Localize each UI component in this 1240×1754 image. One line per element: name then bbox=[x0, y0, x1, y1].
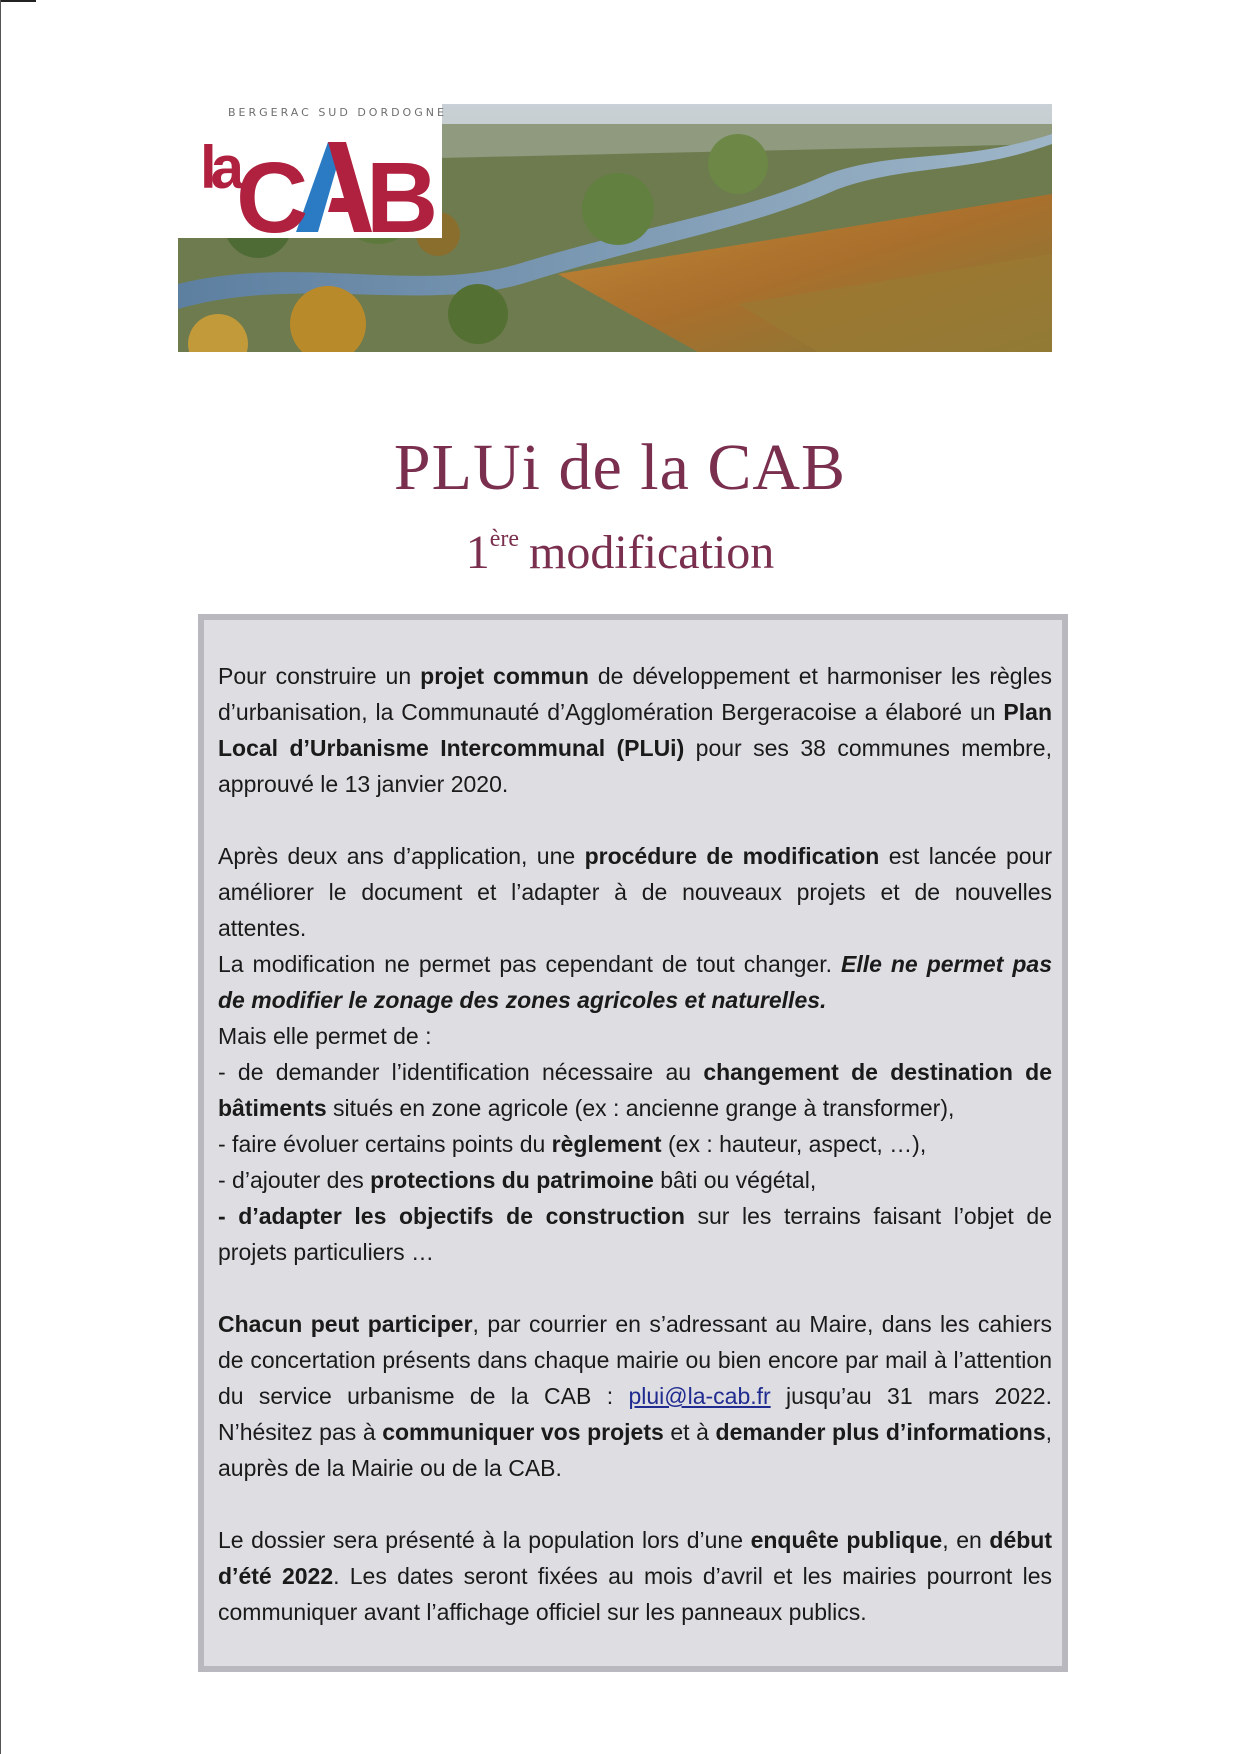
spacer bbox=[218, 802, 1052, 838]
paragraph-limits bbox=[218, 946, 1052, 1018]
emphasis: Plan Local d’Urbanisme Intercommunal (PLUi) bbox=[218, 699, 1052, 761]
list-item bbox=[218, 1054, 1052, 1126]
page-title: PLUi de la CAB bbox=[393, 431, 847, 504]
text: sur les terrains faisant l’objet de projets particuliers … bbox=[218, 1203, 1052, 1265]
spacer bbox=[218, 1486, 1052, 1522]
email-link[interactable]: plui@la-cab.fr bbox=[628, 1383, 771, 1409]
svg-text:C: C bbox=[236, 142, 301, 238]
text: , en bbox=[942, 1527, 990, 1553]
list-item bbox=[218, 1126, 1052, 1162]
paragraph-allows: Mais elle permet de : bbox=[218, 1023, 432, 1049]
text: est lancée pour améliorer le document et l’adapter à de nouveaux projets et de nouvelles attentes. bbox=[218, 843, 1052, 941]
emphasis: procédure de modification bbox=[584, 843, 880, 869]
emphasis: demander plus d’informations bbox=[715, 1419, 1046, 1445]
text: et à bbox=[663, 1419, 716, 1445]
text: jusqu’au 31 mars 2022. N’hésitez pas à bbox=[218, 1383, 1052, 1445]
paragraph-intro bbox=[218, 658, 1052, 802]
emphasis: projet commun bbox=[420, 663, 589, 689]
subtitle-ordinal: ère bbox=[489, 526, 519, 552]
paragraph-inquiry bbox=[218, 1522, 1052, 1630]
notice-box bbox=[198, 614, 1068, 1672]
emphasis: changement de destination de bâtiments bbox=[218, 1059, 1052, 1121]
list-item bbox=[218, 1162, 1052, 1198]
text: La modification ne permet pas cependant de tout changer. bbox=[218, 951, 841, 977]
subtitle-text: modification bbox=[529, 526, 775, 579]
text: bâti ou végétal, bbox=[653, 1167, 817, 1193]
emphasis: - d’adapter les objectifs de construction bbox=[218, 1203, 685, 1229]
text: , par courrier en s’adressant au Maire, dans les cahiers de concertation présents dans chaque mairie ou bien encore par mail à l’attention du service urbanisme de la CAB : bbox=[218, 1311, 1052, 1409]
text: - de demander l’identification nécessaire au bbox=[218, 1059, 704, 1085]
emphasis: Chacun peut participer bbox=[218, 1311, 473, 1337]
list-item bbox=[218, 1198, 1052, 1270]
scan-edge-mark bbox=[0, 0, 36, 2]
text: de développement et harmoniser les règles d’urbanisation, la Communauté d’Agglomération Bergeracoise a élaboré un bbox=[218, 663, 1052, 725]
text: - faire évoluer certains points du bbox=[218, 1131, 552, 1157]
text: , auprès de la Mairie ou de la CAB. bbox=[218, 1419, 1052, 1481]
cab-logo bbox=[178, 104, 447, 238]
paragraph-modification bbox=[218, 838, 1052, 946]
text: (ex : hauteur, aspect, …), bbox=[661, 1131, 927, 1157]
emphasis: début d’été 2022 bbox=[218, 1527, 1052, 1589]
text: Après deux ans d’application, une bbox=[218, 843, 585, 869]
header-banner bbox=[178, 104, 1052, 352]
subtitle-number: 1 bbox=[465, 526, 490, 579]
spacer bbox=[218, 1270, 1052, 1306]
cab-logo-mark bbox=[178, 104, 442, 238]
emphasis: enquête publique bbox=[750, 1527, 943, 1553]
emphasis: règlement bbox=[551, 1131, 662, 1157]
page-subtitle bbox=[0, 525, 1240, 580]
scan-edge-line bbox=[0, 0, 1, 1754]
text: Le dossier sera présenté à la population lors d’une bbox=[218, 1527, 751, 1553]
text: - d’ajouter des bbox=[218, 1167, 371, 1193]
text: situés en zone agricole (ex : ancienne grange à transformer), bbox=[326, 1095, 955, 1121]
svg-text:la: la bbox=[200, 134, 239, 201]
text: Pour construire un bbox=[218, 663, 421, 689]
emphasis: protections du patrimoine bbox=[370, 1167, 654, 1193]
emphasis: Elle ne permet pas de modifier le zonage des zones agricoles et naturelles. bbox=[218, 951, 1052, 1013]
notice-text bbox=[218, 658, 1052, 1630]
logo-tagline: BERGERAC SUD DORDOGNE bbox=[228, 106, 447, 119]
svg-text:B: B bbox=[366, 142, 439, 238]
emphasis: communiquer vos projets bbox=[382, 1419, 664, 1445]
text: . Les dates seront fixées au mois d’avril et les mairies pourront les communiquer avant l’affichage officiel sur les panneaux publics. bbox=[218, 1563, 1052, 1625]
paragraph-participation bbox=[218, 1306, 1052, 1486]
text: pour ses 38 communes membre, approuvé le 13 janvier 2020. bbox=[218, 735, 1052, 797]
